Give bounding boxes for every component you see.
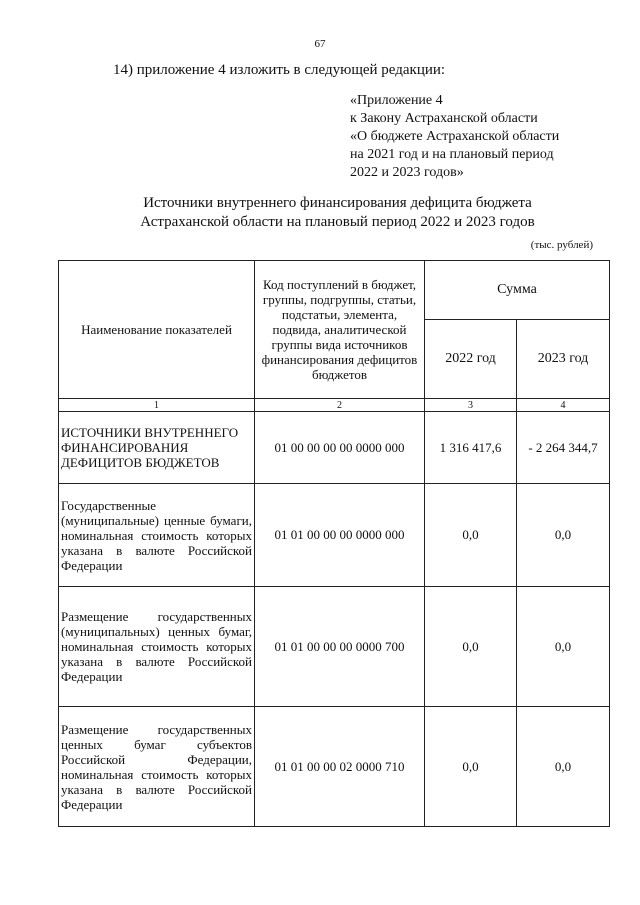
table-row	[59, 484, 610, 587]
page-number: 67	[314, 38, 326, 50]
appendix-line: «О бюджете Астраханской области	[350, 129, 560, 144]
column-number: 1	[59, 399, 255, 412]
units-label: (тыс. рублей)	[530, 239, 593, 251]
row-name: Размещение государственных (муниципальных) ценных бумаг, номинальная стоимость которых указана в валюте Российской Федерации	[59, 587, 255, 707]
table-row	[59, 412, 610, 484]
appendix-line: «Приложение 4	[350, 93, 443, 108]
row-value-2023: 0,0	[517, 484, 610, 587]
row-name: ИСТОЧНИКИ ВНУТРЕННЕГО ФИНАНСИРОВАНИЯ ДЕФИЦИТОВ БЮДЖЕТОВ	[59, 412, 255, 484]
amendment-intro: 14) приложение 4 изложить в следующей редакции:	[113, 62, 446, 78]
row-code: 01 01 00 00 00 0000 700	[255, 587, 425, 707]
row-code: 01 01 00 00 02 0000 710	[255, 707, 425, 827]
table-header-row	[59, 261, 610, 320]
title-line: Астраханской области на плановый период 2022 и 2023 годов	[140, 214, 535, 230]
document-title	[60, 194, 615, 232]
row-value-2022: 0,0	[425, 484, 517, 587]
column-number: 3	[425, 399, 517, 412]
financing-sources-table	[58, 260, 610, 827]
appendix-reference	[350, 92, 559, 182]
table-row	[59, 587, 610, 707]
row-value-2022: 0,0	[425, 707, 517, 827]
appendix-line: к Закону Астраханской области	[350, 111, 538, 126]
header-year-2022: 2022 год	[425, 320, 517, 399]
row-value-2022: 0,0	[425, 587, 517, 707]
header-name: Наименование показателей	[59, 261, 255, 399]
row-value-2023: 0,0	[517, 707, 610, 827]
row-code: 01 01 00 00 00 0000 000	[255, 484, 425, 587]
header-year-2023: 2023 год	[517, 320, 610, 399]
title-line: Источники внутреннего финансирования дефицита бюджета	[143, 195, 532, 211]
column-number: 4	[517, 399, 610, 412]
header-sum: Сумма	[425, 261, 610, 320]
appendix-line: 2022 и 2023 годов»	[350, 165, 464, 180]
column-number: 2	[255, 399, 425, 412]
table-row	[59, 707, 610, 827]
row-name: Государственные (муниципальные) ценные бумаги, номинальная стоимость которых указана в валюте Российской Федерации	[59, 484, 255, 587]
row-code: 01 00 00 00 00 0000 000	[255, 412, 425, 484]
row-name: Размещение государственных ценных бумаг субъектов Российской Федерации, номинальная стоимость которых указана в валюте Российской Федерации	[59, 707, 255, 827]
row-value-2023: 0,0	[517, 587, 610, 707]
row-value-2023: - 2 264 344,7	[517, 412, 610, 484]
column-number-row	[59, 399, 610, 412]
appendix-line: на 2021 год и на плановый период	[350, 147, 554, 162]
row-value-2022: 1 316 417,6	[425, 412, 517, 484]
header-code: Код поступлений в бюджет, группы, подгруппы, статьи, подстатьи, элемента, подвида, аналитической группы вида источников финансирования дефицитов бюджетов	[255, 261, 425, 399]
